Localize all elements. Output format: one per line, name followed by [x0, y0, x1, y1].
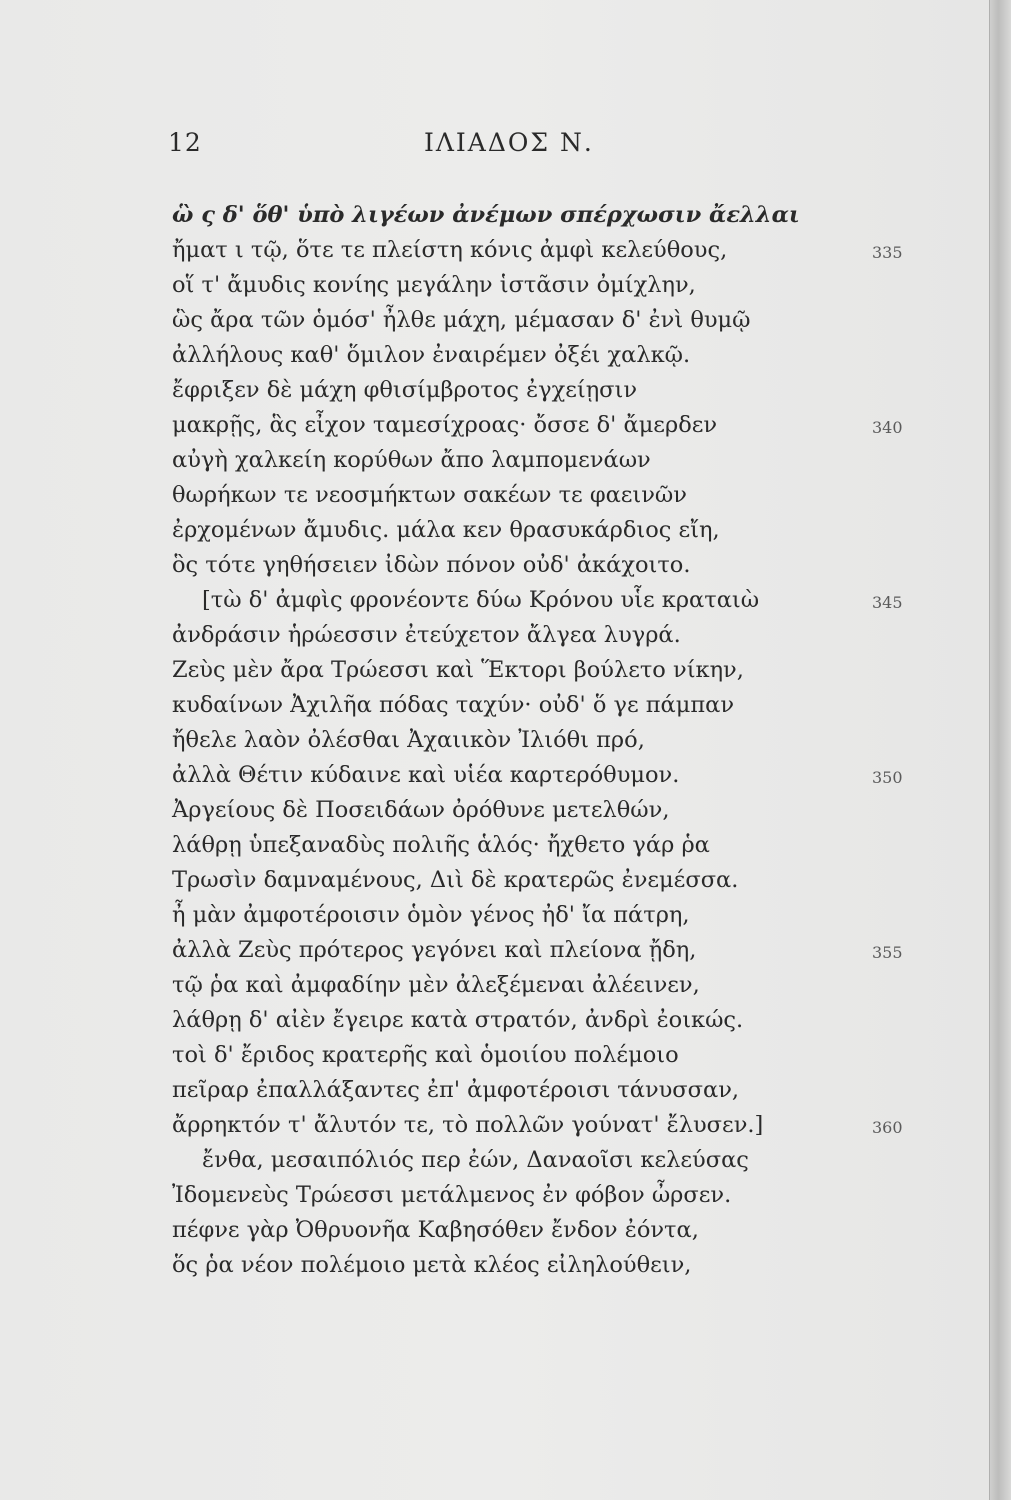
verse-line	[172, 723, 912, 758]
verse-text: τοὶ δ' ἔριδος κρατερῆς καὶ ὁμοιίου πολέμοιο	[172, 1042, 679, 1068]
verse-text: λάθρῃ ὑπεξαναδὺς πολιῆς ἁλός· ἤχθετο γάρ ῥα	[172, 832, 710, 858]
line-number: 355	[872, 943, 903, 962]
verse-line	[172, 793, 912, 828]
verse-text: κυδαίνων Ἀχιλῆα πόδας ταχύν· οὐδ' ὅ γε πάμπαν	[172, 692, 735, 718]
verse-text: ἔφριξεν δὲ μάχη φθισίμβροτος ἐγχείῃσιν	[172, 377, 638, 403]
line-number: 345	[872, 593, 903, 612]
verse-text: ἐρχομένων ἄμυδις. μάλα κεν θρασυκάρδιος εἴη,	[172, 517, 720, 543]
verse-line	[172, 898, 912, 933]
verse-text: ἤθελε λαὸν ὀλέσθαι Ἀχαιικὸν Ἰλιόθι πρό,	[172, 727, 645, 753]
verse-text: ὣ ς δ' ὅθ' ὑπὸ λιγέων ἀνέμων σπέρχωσιν ἄελλαι	[172, 202, 800, 228]
verse-line	[172, 268, 912, 303]
verse-line	[172, 653, 912, 688]
verse-line	[172, 548, 912, 583]
verse-line	[172, 338, 912, 373]
verse-text: λάθρῃ δ' αἰὲν ἔγειρε κατὰ στρατόν, ἀνδρὶ ἐοικώς.	[172, 1007, 744, 1033]
verse-line	[172, 478, 912, 513]
verse-line	[172, 1108, 912, 1143]
page-number: 12	[168, 128, 202, 157]
line-number: 350	[872, 768, 903, 787]
page-edge	[989, 0, 1011, 1500]
verse-line	[172, 373, 912, 408]
verse-line	[172, 933, 912, 968]
verse-text: ἔνθα, μεσαιπόλιός περ ἐών, Δαναοῖσι κελεύσας	[202, 1147, 749, 1173]
verse-line	[172, 1213, 912, 1248]
verse-text: πεῖραρ ἐπαλλάξαντες ἐπ' ἀμφοτέροισι τάνυσσαν,	[172, 1077, 740, 1103]
verse-text: Ἰδομενεὺς Τρώεσσι μετάλμενος ἐν φόβον ὦρσεν.	[172, 1182, 732, 1208]
verse-line	[172, 198, 912, 233]
verse-line	[172, 618, 912, 653]
verse-line	[172, 233, 912, 268]
line-number: 340	[872, 418, 903, 437]
verse-text: ἀλλὰ Ζεὺς πρότερος γεγόνει καὶ πλείονα ᾔδη,	[172, 937, 697, 963]
verse-line	[172, 828, 912, 863]
verse-text: ἄρρηκτόν τ' ἄλυτόν τε, τὸ πολλῶν γούνατ' ἔλυσεν.]	[172, 1112, 764, 1138]
verse-text: ὅς ῥα νέον πολέμοιο μετὰ κλέος εἰληλούθειν,	[172, 1252, 692, 1278]
verse-block	[172, 198, 912, 1283]
verse-line	[172, 513, 912, 548]
verse-line	[172, 583, 912, 618]
verse-text: τῷ ῥα καὶ ἀμφαδίην μὲν ἀλεξέμεναι ἀλέεινεν,	[172, 972, 700, 998]
verse-text: [τὼ δ' ἀμφὶς φρονέοντε δύω Κρόνου υἷε κραταιὼ	[202, 587, 760, 613]
verse-text: Ζεὺς μὲν ἄρα Τρώεσσι καὶ Ἕκτορι βούλετο νίκην,	[172, 657, 744, 683]
page-header	[168, 128, 808, 168]
verse-line	[172, 968, 912, 1003]
verse-line	[172, 408, 912, 443]
verse-text: πέφνε γὰρ Ὀθρυονῆα Καβησόθεν ἔνδον ἐόντα,	[172, 1217, 699, 1243]
verse-text: ἤματ ι τῷ, ὅτε τε πλείστη κόνις ἀμφὶ κελεύθους,	[172, 237, 728, 263]
verse-line	[172, 758, 912, 793]
verse-line	[172, 1038, 912, 1073]
verse-text: ὃς τότε γηθήσειεν ἰδὼν πόνον οὐδ' ἀκάχοιτο.	[172, 552, 691, 578]
verse-text: οἵ τ' ἄμυδις κονίης μεγάλην ἱστᾶσιν ὀμίχλην,	[172, 272, 696, 298]
verse-text: Τρωσὶν δαμναμένους, Διὶ δὲ κρατερῶς ἐνεμέσσα.	[172, 867, 739, 893]
verse-text: ἦ μὰν ἀμφοτέροισιν ὁμὸν γένος ἠδ' ἴα πάτρη,	[172, 902, 690, 928]
verse-line	[172, 1073, 912, 1108]
verse-line	[172, 1178, 912, 1213]
line-number: 335	[872, 243, 903, 262]
verse-text: αὐγὴ χαλκείη κορύθων ἄπο λαμπομενάων	[172, 447, 651, 473]
verse-line	[172, 688, 912, 723]
verse-line	[172, 1248, 912, 1283]
verse-line	[172, 1003, 912, 1038]
verse-text: ἀλλὰ Θέτιν κύδαινε καὶ υἱέα καρτερόθυμον.	[172, 762, 680, 788]
verse-text: μακρῇς, ἃς εἶχον ταμεσίχροας· ὄσσε δ' ἄμερδεν	[172, 412, 718, 438]
verse-text: ἀλλήλους καθ' ὅμιλον ἐναιρέμεν ὀξέι χαλκῷ.	[172, 342, 691, 368]
verse-line	[172, 303, 912, 338]
verse-line	[172, 863, 912, 898]
verse-line	[172, 1143, 912, 1178]
verse-text: ὣς ἄρα τῶν ὁμόσ' ἦλθε μάχη, μέμασαν δ' ἐνὶ θυμῷ	[172, 307, 751, 333]
running-title: ΙΛΙΑΔΟΣ Ν.	[424, 128, 594, 157]
verse-line	[172, 443, 912, 478]
line-number: 360	[872, 1118, 903, 1137]
verse-text: ἀνδράσιν ἡρώεσσιν ἐτεύχετον ἄλγεα λυγρά.	[172, 622, 681, 648]
verse-text: Ἀργείους δὲ Ποσειδάων ὀρόθυνε μετελθών,	[172, 797, 670, 823]
verse-text: θωρήκων τε νεοσμήκτων σακέων τε φαεινῶν	[172, 482, 687, 508]
